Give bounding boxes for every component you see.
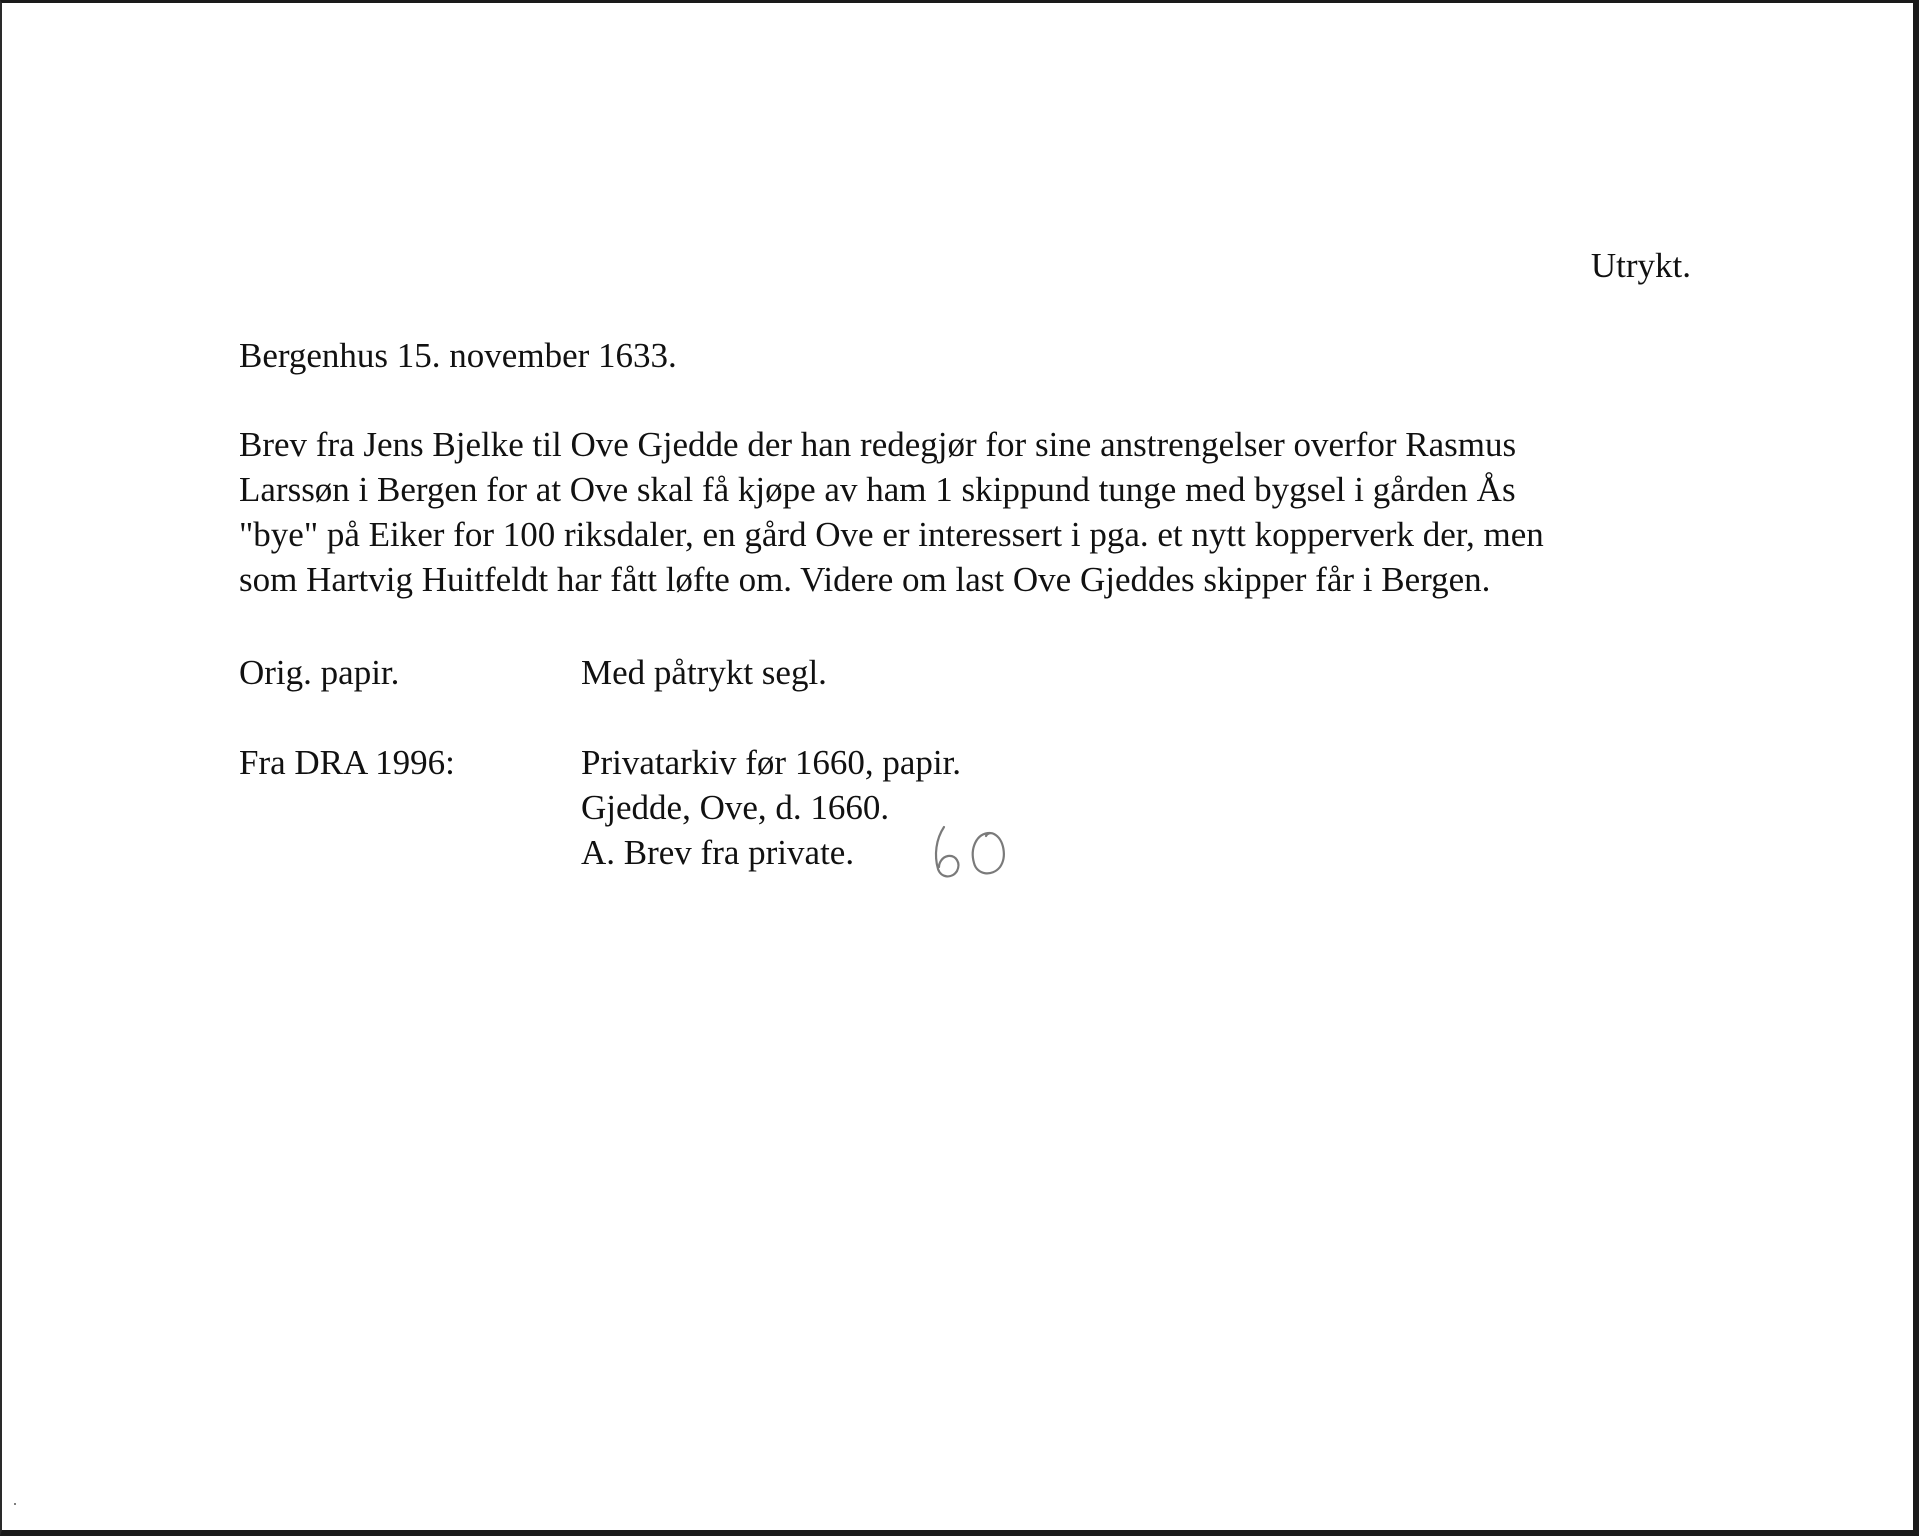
source-archive: [581, 740, 961, 875]
scan-speck: [14, 1503, 16, 1505]
original-value: Med påtrykt segl.: [581, 653, 827, 692]
handwritten-number-drawing: [930, 823, 1010, 881]
handwritten-page-number: [930, 823, 1010, 881]
letter-summary: [239, 422, 1544, 602]
source-label: Fra DRA 1996:: [239, 743, 455, 782]
summary-line: som Hartvig Huitfeldt har fått løfte om. Videre om last Ove Gjeddes skipper får i Bergen.: [239, 560, 1491, 599]
archive-line: Gjedde, Ove, d. 1660.: [581, 788, 890, 827]
summary-line: Larssøn i Bergen for at Ove skal få kjøpe av ham 1 skippund tunge med bygsel i gården Ås: [239, 470, 1516, 509]
place-and-date: Bergenhus 15. november 1633.: [239, 336, 677, 375]
archive-line: Privatarkiv før 1660, papir.: [581, 743, 962, 782]
print-status: Utrykt.: [1590, 246, 1691, 285]
summary-line: "bye" på Eiker for 100 riksdaler, en gård Ove er interessert i pga. et nytt kopperverk der, men: [239, 515, 1544, 554]
original-label: Orig. papir.: [239, 653, 400, 692]
summary-line: Brev fra Jens Bjelke til Ove Gjedde der han redegjør for sine anstrengelser overfor Rasmus: [239, 425, 1517, 464]
archive-line: A. Brev fra private.: [581, 833, 855, 872]
